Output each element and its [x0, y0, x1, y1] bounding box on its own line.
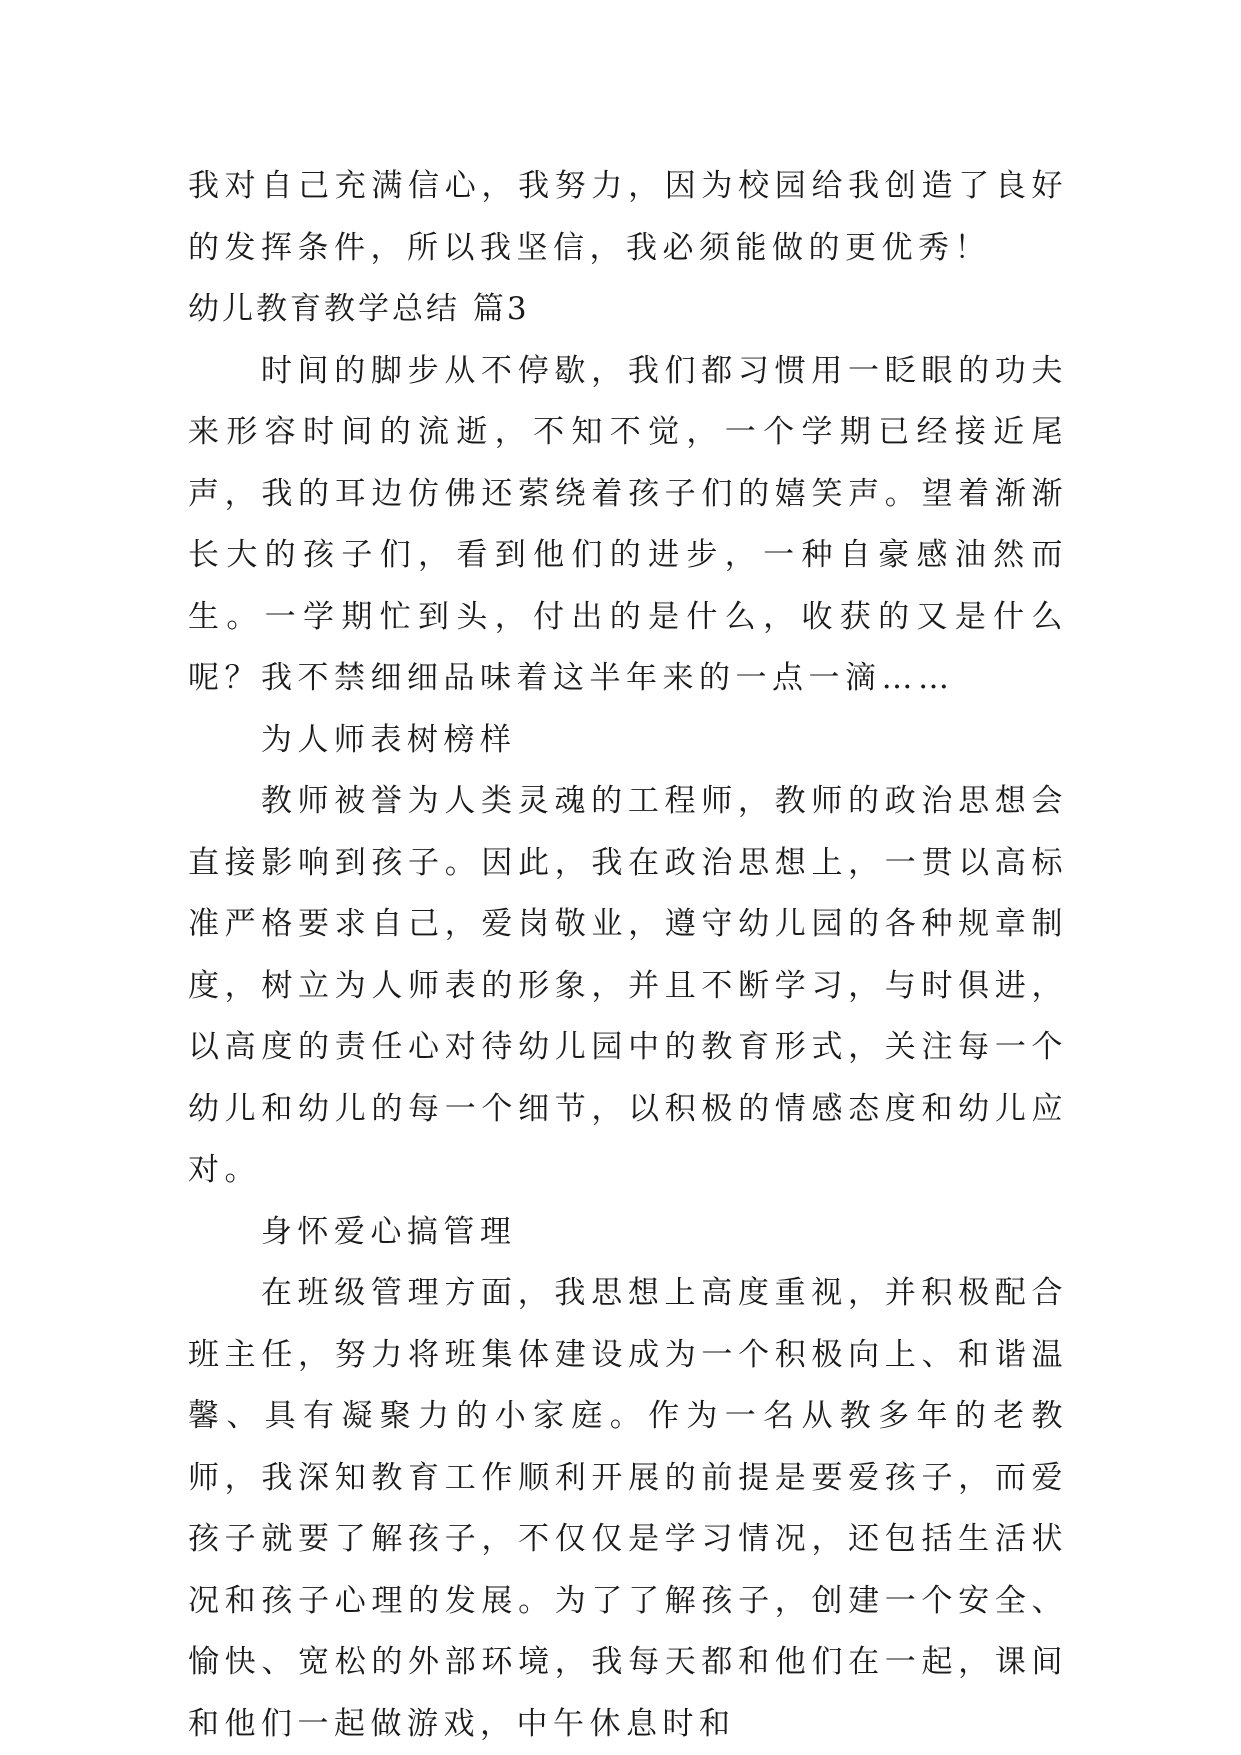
- document-page: [188, 156, 1068, 1755]
- body-paragraph: 教师被誉为人类灵魂的工程师，教师的政治思想会直接影响到孩子。因此，我在政治思想上，一贯以高标准严格要求自己，爱岗敬业，遵守幼儿园的各种规章制度，树立为人师表的形象，并且不断学习，与时俱进，以高度的责任心对待幼儿园中的教育形式，关注每一个幼儿和幼儿的每一个细节，以积极的情感态度和幼儿应对。: [188, 783, 1068, 1188]
- section-heading: 幼儿教育教学总结 篇3: [188, 291, 530, 327]
- body-paragraph: 在班级管理方面，我思想上高度重视，并积极配合班主任，努力将班集体建设成为一个积极向上、和谐温馨、具有凝聚力的小家庭。作为一名从教多年的老教师，我深知教育工作顺利开展的前提是要爱孩子，而爱孩子就要了解孩子，不仅仅是学习情况，还包括生活状况和孩子心理的发展。为了了解孩子，创建一个安全、愉快、宽松的外部环境，我每天都和他们在一起，课间和他们一起做游戏，中午休息时和: [188, 1275, 1068, 1742]
- body-paragraph: 时间的脚步从不停歇，我们都习惯用一眨眼的功夫来形容时间的流逝，不知不觉，一个学期已经接近尾声，我的耳边仿佛还萦绕着孩子们的嬉笑声。望着渐渐长大的孩子们，看到他们的进步，一种自豪感油然而生。一学期忙到头，付出的是什么，收获的又是什么呢？我不禁细细品味着这半年来的一点一滴……: [188, 352, 1068, 696]
- body-paragraph: 我对自己充满信心，我努力，因为校园给我创造了良好的发挥条件，所以我坚信，我必须能做的更优秀！: [188, 168, 1068, 266]
- subheading: 身怀爱心搞管理: [260, 1213, 517, 1250]
- subheading: 为人师表树榜样: [260, 721, 517, 758]
